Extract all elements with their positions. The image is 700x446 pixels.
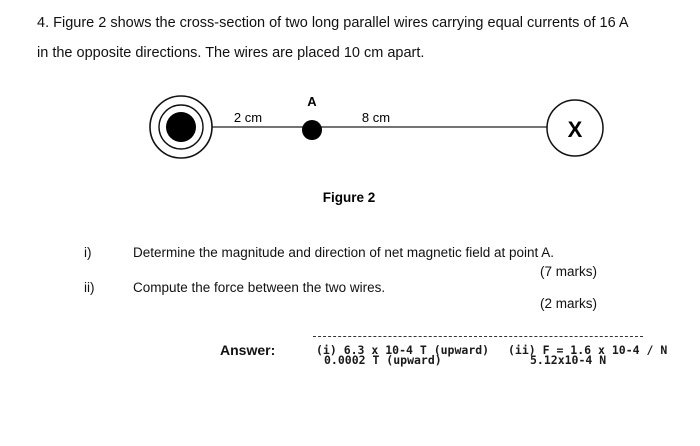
question-text-line-2: in the opposite directions. The wires are placed 10 cm apart. (37, 45, 425, 61)
part-ii-number: ii) (84, 280, 95, 295)
part-ii-text: Compute the force between the two wires. (133, 280, 386, 295)
part-i-text: Determine the magnitude and direction of net magnetic field at point A. (133, 245, 555, 260)
wire-into-page-icon (547, 100, 603, 156)
wire-out-of-page-icon (150, 96, 212, 158)
answer-i-line-1: (i) 6.3 x 10-4 T (upward) (316, 343, 490, 357)
cross-symbol: X (567, 117, 583, 142)
question-text-line-1: 4. Figure 2 shows the cross-section of two long parallel wires carrying equal currents of 16 A (37, 15, 629, 31)
distance-label-2cm: 2 cm (233, 110, 263, 125)
answer-i-line-2: 0.0002 T (upward) (324, 353, 442, 367)
answer-label: Answer: (220, 342, 276, 358)
figure-caption: Figure 2 (322, 190, 376, 205)
answer-ii-line-2: 5.12x10-4 N (530, 353, 607, 367)
point-a-dot (302, 120, 322, 140)
point-a-label: A (307, 94, 317, 109)
part-i-marks: (7 marks) (540, 264, 597, 279)
part-i-number: i) (84, 245, 92, 260)
part-ii-marks: (2 marks) (540, 296, 597, 311)
answer-dashed-line (313, 336, 643, 337)
distance-label-8cm: 8 cm (361, 110, 391, 125)
answer-ii-line-1: (ii) F = 1.6 x 10-4 / N (508, 343, 668, 357)
